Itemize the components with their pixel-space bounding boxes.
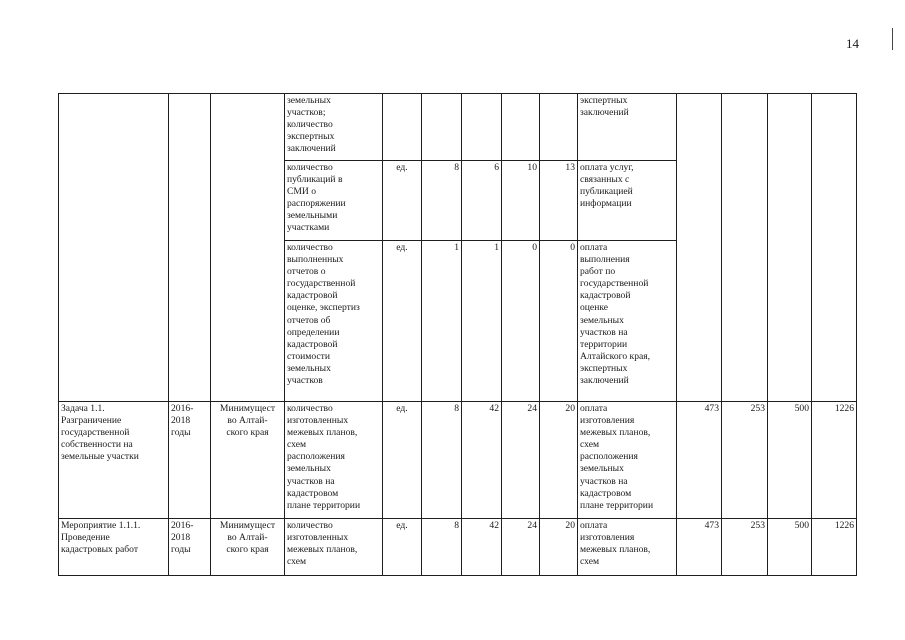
- unit-cell: ед.: [383, 161, 422, 241]
- value-cell: 42: [462, 519, 502, 576]
- period-cell: 2016- 2018 годы: [169, 519, 211, 576]
- period-cell-empty: [169, 94, 211, 402]
- funding-cell: 1226: [812, 519, 857, 576]
- cost-description-cell: оплата услуг, связанных с публикацией информации: [578, 161, 677, 241]
- indicator-cell: земельных участков; количество экспертных заключений: [285, 94, 383, 161]
- funding-cell: 473: [677, 402, 722, 519]
- value-cell: [540, 94, 578, 161]
- task-name-cell: Задача 1.1. Разграничение государственной собственности на земельные участки: [59, 402, 169, 519]
- value-cell: 8: [422, 402, 462, 519]
- page-number: 14: [846, 36, 859, 51]
- funding-cell-empty: [768, 94, 812, 402]
- value-cell: 1: [462, 241, 502, 402]
- unit-cell: ед.: [383, 402, 422, 519]
- value-cell: 8: [422, 519, 462, 576]
- unit-cell: ед.: [383, 519, 422, 576]
- value-cell: [422, 94, 462, 161]
- name-cell-empty: [59, 94, 169, 402]
- value-cell: 20: [540, 519, 578, 576]
- value-cell: 24: [502, 402, 540, 519]
- program-table: [58, 93, 857, 576]
- unit-cell: [383, 94, 422, 161]
- executor-cell: Минимущест во Алтай- ского края: [211, 402, 285, 519]
- indicator-cell: количество изготовленных межевых планов, схем: [285, 519, 383, 576]
- funding-cell: 1226: [812, 402, 857, 519]
- table-row: [59, 519, 857, 576]
- value-cell: 13: [540, 161, 578, 241]
- value-cell: 0: [502, 241, 540, 402]
- funding-cell-empty: [677, 94, 722, 402]
- scan-edge-mark: [892, 28, 893, 50]
- cost-description-cell: экспертных заключений: [578, 94, 677, 161]
- activity-name-cell: Мероприятие 1.1.1. Проведение кадастровых работ: [59, 519, 169, 576]
- indicator-cell: количество публикаций в СМИ о распоряжении земельными участками: [285, 161, 383, 241]
- indicator-cell: количество выполненных отчетов о государственной кадастровой оценке, экспертиз отчетов об определении кадастровой стоимости земельных участков: [285, 241, 383, 402]
- table-row: [59, 402, 857, 519]
- value-cell: 24: [502, 519, 540, 576]
- value-cell: 42: [462, 402, 502, 519]
- funding-cell-empty: [812, 94, 857, 402]
- executor-cell: Минимущест во Алтай- ского края: [211, 519, 285, 576]
- funding-cell-empty: [722, 94, 768, 402]
- unit-cell: ед.: [383, 241, 422, 402]
- value-cell: 1: [422, 241, 462, 402]
- cost-description-cell: оплата изготовления межевых планов, схем: [578, 519, 677, 576]
- value-cell: 0: [540, 241, 578, 402]
- value-cell: [502, 94, 540, 161]
- funding-cell: 500: [768, 402, 812, 519]
- value-cell: 20: [540, 402, 578, 519]
- value-cell: [462, 94, 502, 161]
- executor-cell-empty: [211, 94, 285, 402]
- value-cell: 10: [502, 161, 540, 241]
- cost-description-cell: оплата выполнения работ по государственной кадастровой оценке земельных участков на территории Алтайского края, экспертных заключений: [578, 241, 677, 402]
- funding-cell: 253: [722, 519, 768, 576]
- value-cell: 8: [422, 161, 462, 241]
- table-row: [59, 94, 857, 161]
- value-cell: 6: [462, 161, 502, 241]
- funding-cell: 253: [722, 402, 768, 519]
- funding-cell: 500: [768, 519, 812, 576]
- indicator-cell: количество изготовленных межевых планов, схем расположения земельных участков на кадастровом плане территории: [285, 402, 383, 519]
- cost-description-cell: оплата изготовления межевых планов, схем расположения земельных участков на кадастровом плане территории: [578, 402, 677, 519]
- period-cell: 2016- 2018 годы: [169, 402, 211, 519]
- funding-cell: 473: [677, 519, 722, 576]
